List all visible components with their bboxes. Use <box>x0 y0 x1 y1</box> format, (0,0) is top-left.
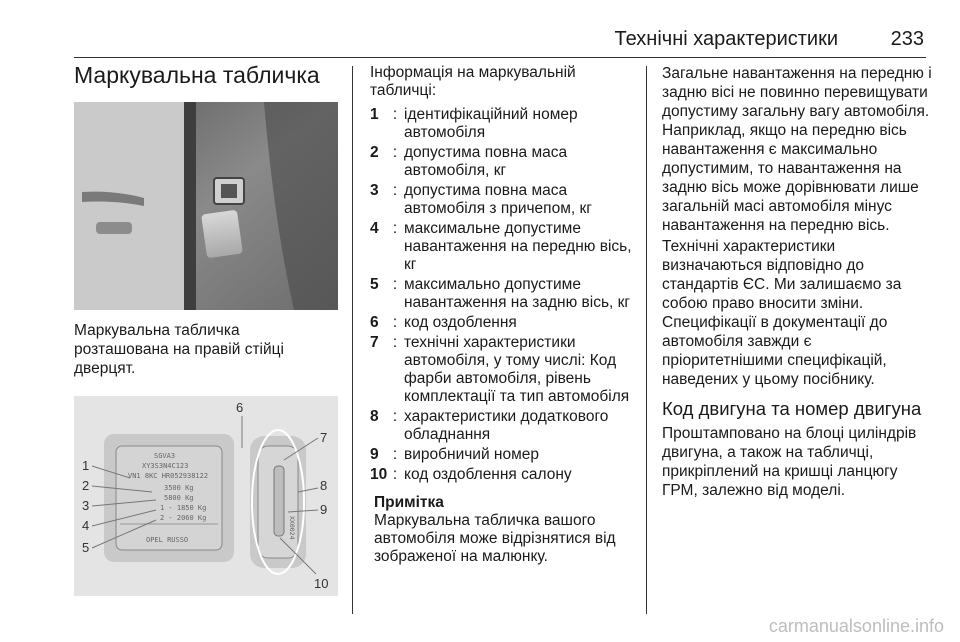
legend-text: максимальне допустиме навантаження на передню вісь, кг <box>404 220 632 273</box>
note-text: Маркувальна табличка вашого автомобіля може відрізнятися від зображеної на малюнку. <box>374 512 616 565</box>
legend-item: 2 : допустима повна маса автомобіля, кг <box>370 144 640 180</box>
legend-number: 1 <box>370 106 379 123</box>
legend-text: максимально допустиме навантаження на задню вісь, кг <box>404 276 631 311</box>
watermark: carmanualsonline.info <box>768 616 944 636</box>
paragraph-axle-load: Загальне навантаження на передню і задню вісі не повинно перевищувати допустиму загальну вагу автомобіля. Наприклад, якщо на передню вісь навантаження є максимально допустимим, то навантаження на задню вісь може дорівнювати лише загальній масі автомобіля мінус навантаження на передню вісь. <box>662 65 932 234</box>
callout-8: 8 <box>320 478 328 493</box>
legend-text: код оздоблення <box>404 314 517 331</box>
note-box <box>370 494 640 566</box>
plate-line: VN1 8KC HR052938122 <box>128 472 209 480</box>
legend-item: 5 : максимально допустиме навантаження на задню вісь, кг <box>370 276 640 312</box>
plate-line: 1 - 1850 Kg <box>160 504 207 512</box>
callout-4: 4 <box>82 518 90 533</box>
right-column <box>662 64 932 502</box>
legend-item: 8 : характеристики додаткового обладнання <box>370 408 640 444</box>
plate-line: 2 - 2060 Kg <box>160 514 207 522</box>
legend-number: 4 <box>370 220 379 237</box>
callout-5: 5 <box>82 540 90 555</box>
legend-number: 9 <box>370 446 379 463</box>
running-header-title: Технічні характеристики <box>614 28 838 50</box>
legend-number: 6 <box>370 314 379 331</box>
legend-text: допустима повна маса автомобіля з причепом, кг <box>404 182 592 217</box>
plate-line: XY3S3N4C123 <box>142 462 189 470</box>
callout-10: 10 <box>314 576 329 591</box>
legend-number: 3 <box>370 182 379 199</box>
plate-footer: OPEL RUSSO <box>146 536 189 544</box>
legend-item: 7 : технічні характеристики автомобіля, у тому числі: Код фарби автомобіля, рівень комплектації та тип автомобіля <box>370 334 640 406</box>
paragraph-specifications: Технічні характеристики визначаються відповідно до стандартів ЄС. Ми залишаємо за собою право вносити зміни. Специфікації в документації до автомобіля завжди є пріоритетнішими специфікацій, наведених у цьому посібнику. <box>662 238 902 388</box>
legend-text: допустима повна маса автомобіля, кг <box>404 144 568 179</box>
legend-intro: Інформація на маркувальній табличці: <box>370 64 576 99</box>
column-divider <box>352 66 353 614</box>
callout-1: 1 <box>82 458 90 473</box>
legend-number: 10 <box>370 466 388 483</box>
legend-item: 10 : код оздоблення салону <box>370 466 640 484</box>
page-number: 233 <box>890 28 924 50</box>
legend-number: 7 <box>370 334 379 351</box>
callout-3: 3 <box>82 498 90 513</box>
small-plate-text: XX0024 <box>288 516 296 540</box>
legend-text: характеристики додаткового обладнання <box>404 408 609 443</box>
plate-line: 3500 Kg <box>164 484 194 492</box>
legend-text: код оздоблення салону <box>404 466 572 483</box>
legend-item: 9 : виробничий номер <box>370 446 640 464</box>
header-rule <box>74 57 926 58</box>
legend-item: 1 : ідентифікаційний номер автомобіля <box>370 106 640 142</box>
legend-item: 6 : код оздоблення <box>370 314 640 332</box>
plate-line: SGVA3 <box>154 452 176 460</box>
column-divider <box>646 66 647 614</box>
callout-2: 2 <box>82 478 90 493</box>
plate-line: 5800 Kg <box>164 494 194 502</box>
callout-9: 9 <box>320 502 328 517</box>
legend-text: виробничий номер <box>404 446 540 463</box>
photo-caption: Маркувальна табличка розташована на правій стійці дверцят. <box>74 322 284 377</box>
callout-7: 7 <box>320 430 328 445</box>
callout-6: 6 <box>236 400 244 415</box>
section-title: Маркувальна табличка <box>74 62 320 88</box>
legend-number: 8 <box>370 408 379 425</box>
legend-item: 4 : максимальне допустиме навантаження на передню вісь, кг <box>370 220 640 274</box>
vehicle-plate-diagram <box>74 396 338 596</box>
note-title: Примітка <box>374 494 444 511</box>
legend-number: 5 <box>370 276 379 293</box>
legend-text: ідентифікаційний номер автомобіля <box>404 106 578 141</box>
door-pillar-photo <box>74 102 338 310</box>
legend-text: технічні характеристики автомобіля, у тому числі: Код фарби автомобіля, рівень комплектації та тип автомобіля <box>404 334 630 405</box>
paragraph-engine-code: Проштамповано на блоці циліндрів двигуна, а також на табличці, прикріплений на кришці ланцюгу ГРМ, залежно від моделі. <box>662 425 917 499</box>
engine-code-heading: Код двигуна та номер двигуна <box>662 398 922 419</box>
legend-column <box>370 64 640 566</box>
legend-number: 2 <box>370 144 379 161</box>
legend-item: 3 : допустима повна маса автомобіля з причепом, кг <box>370 182 640 218</box>
